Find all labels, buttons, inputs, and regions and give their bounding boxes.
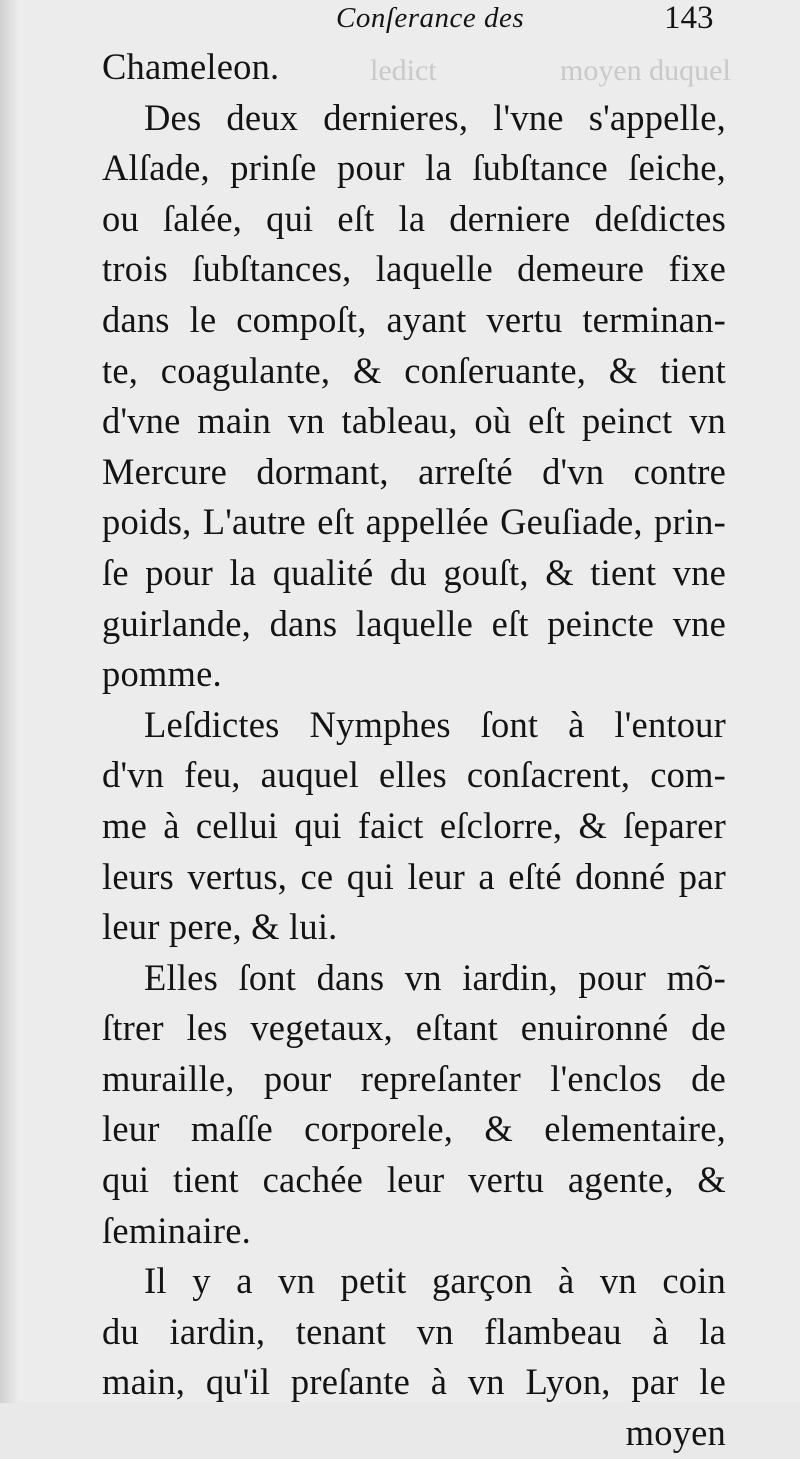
running-head-title: Conſerance des xyxy=(336,2,525,34)
text-line: d'vn feu, auquel elles conſacrent, com- xyxy=(102,754,726,796)
text-line: qui tient cachée leur vertu agente, & xyxy=(102,1159,726,1201)
text-line: poids, L'autre eſt appellée Geuſiade, prin- xyxy=(102,501,726,543)
text-line: Chameleon. xyxy=(102,46,280,87)
text-line: Alſade, prinſe pour la ſubſtance ſeiche, xyxy=(102,147,726,189)
text-line: dans le compoſt, ayant vertu terminan- xyxy=(102,298,726,340)
text-line: Leſdictes Nymphes ſont à l'entour xyxy=(144,703,726,745)
text-line: trois ſubſtances, laquelle demeure fixe xyxy=(102,248,726,290)
text-line: Il y a vn petit garçon à vn coin xyxy=(144,1260,726,1302)
text-line: leurs vertus, ce qui leur a eſté donné par xyxy=(102,855,726,897)
text-line: ſtrer les vegetaux, eſtant enuironné de xyxy=(102,1007,726,1049)
bleed-through-text: ledict xyxy=(370,54,437,87)
text-line: me à cellui qui faict eſclorre, & ſeparer xyxy=(102,804,726,846)
text-line: Elles ſont dans vn iardin, pour mõ- xyxy=(144,956,726,998)
running-head xyxy=(0,2,800,42)
text-line: d'vne main vn tableau, où eſt peinct vn xyxy=(102,400,726,442)
bleed-through-text: moyen duquel xyxy=(560,54,731,87)
catchword: moyen xyxy=(625,1412,726,1454)
text-line: Mercure dormant, arreſté d'vn contre xyxy=(102,450,726,492)
text-line: guirlande, dans laquelle eſt peincte vne xyxy=(102,602,726,644)
text-line: muraille, pour repreſanter l'enclos de xyxy=(102,1057,726,1099)
text-line: du iardin, tenant vn flambeau à la xyxy=(102,1310,726,1352)
text-line: ſe pour la qualité du gouſt, & tient vne xyxy=(102,551,726,593)
text-line: ſeminaire. xyxy=(102,1209,251,1251)
text-line: leur maſſe corporele, & elementaire, xyxy=(102,1108,726,1150)
page-number: 143 xyxy=(664,0,714,36)
text-line: leur pere, & lui. xyxy=(102,906,338,948)
text-line: te, coagulante, & conſeruante, & tient xyxy=(102,349,726,391)
page-gutter-shadow xyxy=(0,0,18,1403)
text-line: ou ſalée, qui eſt la derniere deſdictes xyxy=(102,197,726,239)
body-text xyxy=(102,42,726,1459)
text-line: main, qu'il preſante à vn Lyon, par le xyxy=(102,1361,726,1403)
text-line: Des deux dernieres, l'vne s'appelle, xyxy=(144,96,726,138)
text-line: pomme. xyxy=(102,653,222,695)
